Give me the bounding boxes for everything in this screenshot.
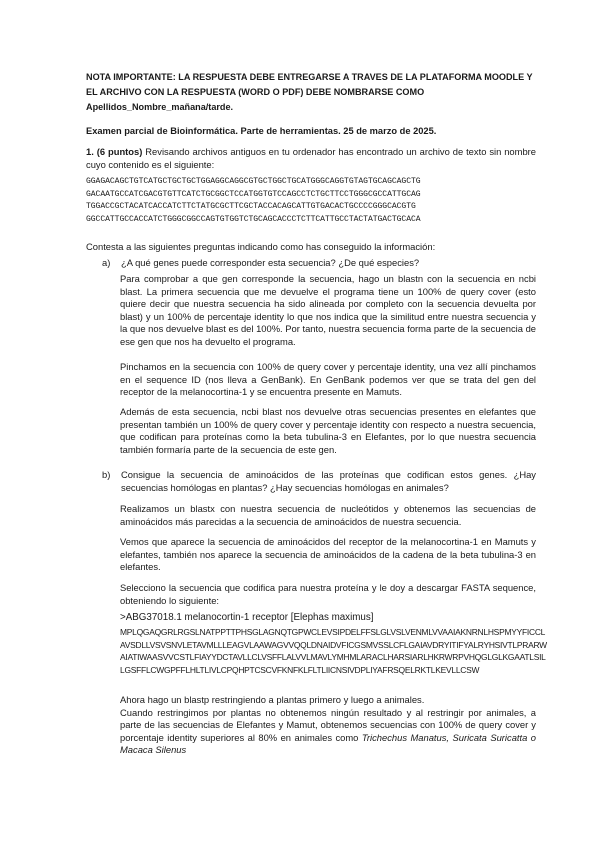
homology-result-text: Cuando restringimos por plantas no obtenemos ningún resultado y al restringir por animales, a parte de las secuencias de Elefantes y Mamut, obtenemos secuencias con 100% de query cover y porcentaje identity superiores al 80% en animales como [120, 706, 536, 743]
question-b-text: Consigue la secuencia de aminoácidos de las proteínas que codifican estos genes. ¿Hay secuencias homólogas en plantas? ¿Hay secuencias homólogas en animales? [121, 469, 536, 493]
dna-line: GGCCATTGCCACCATCTGGGCGGCCAGTGTGGTCTGCAGCACCCTCTTCATTGCCTACTATGACTGCACA [86, 214, 421, 224]
important-notice: NOTA IMPORTANTE: LA RESPUESTA DEBE ENTREGARSE A TRAVES DE LA PLATAFORMA MOODLE Y EL ARCHIVO CON LA RESPUESTA (WORD O PDF) DEBE NOMBRARSE COMO Apellidos_Nombre_mañana/tarde. [86, 72, 533, 112]
answer-b-conclusion [120, 694, 536, 757]
answer-b-paragraph: Selecciono la secuencia que codifica para nuestra proteína y le doy a descargar FASTA sequence, obteniendo lo siguiente: [120, 582, 536, 606]
question-a [86, 257, 546, 270]
instructions: Contesta a las siguientes preguntas indicando como has conseguido la información: [86, 241, 436, 252]
answer-a-paragraph: Para comprobar a que gen corresponde la secuencia, hago un blastn con la secuencia en ncbi blast. La primera secuencia que me devuelve el programa tiene un 100% de query cover (esto quiere decir que nuestra secuencia ha sido alineada por completo con la secuencia devuelta por blast) y un 100% de percentaje identity lo que nos indica que la similitud entre nuestra secuencia y la que nos devuelve blast es del 100%. Por tanto, nuestra secuencia forma parte de la secuencia de ese gen que nos ha devuelto el programa. [120, 273, 536, 347]
question-1-text: Revisando archivos antiguos en tu ordenador has encontrado un archivo de texto sin nombre cuyo contenido es el siguiente: [86, 146, 537, 170]
question-b-label: b) [102, 469, 111, 480]
question-1-points: (6 puntos) [96, 146, 143, 157]
fasta-sequence: MPLQGAQGRLRGSLNATPPTTPHSGLAGNQTGPWCLEVSIPDELFFSLGLVSLVENMLVVAAIAKNRNLHSPMYYFICCLAVSDLLVSVSNVLETAVMLLLEAGVLAAWAGVVQQLDNAIDVFICGSMVSSLCFLGAIAVDRYITIFYALRYHSIVTLPRARWAIATIWAASVVCSTLFIAYYDCTAVLLCLVSFFLALVVLMAVLYMHMLARACLHARSIARLHKRWRPVHQGLGLKGAATLSILLGSFFLCWGPFFLHLTLIVLCPQHPTCSCVFKNFKLFLTLIICNSIVDPLIYAFRSQELRKTLKEVLLCSW [120, 627, 547, 675]
homology-result [120, 707, 536, 757]
question-1-number: 1. [86, 146, 94, 157]
dna-sequence [86, 176, 536, 226]
answer-b-paragraph: Realizamos un blastx con nuestra secuencia de nucleótidos y obtenemos las secuencias de aminoácidos más parecidas a la secuencia de aminoácidos de nuestra secuencia. [120, 503, 536, 527]
dna-line: GACAATGCCATCGACGTGTTCATCTGCGGCTCCATGGTGTCCAGCCTCTGCTTCCTGGGCGCCATTGCAG [86, 189, 421, 199]
answer-a-paragraph: Además de esta secuencia, ncbi blast nos devuelve otras secuencias presentes en elefantes que presentan también un 100% de query cover y percentaje identity con respecto a nuestra secuencia, que codifican para proteínas como la beta tubulina-3 en Elefantes, por lo que nuestra secuencia también formaría parte de la secuencia de este gen. [120, 406, 536, 455]
species-list: Trichechus Manatus, Suricata Suricatta o Macaca Silenus [120, 731, 537, 756]
dna-line: GGAGACAGCTGTCATGCTGCTGCTGGAGGCAGGCGTGCTGGCTGCATGGGCAGGTGTAGTGCAGCAGCTG [86, 177, 421, 186]
fasta-header: >ABG37018.1 melanocortin-1 receptor [Elephas maximus] [120, 612, 374, 623]
exam-title: Examen parcial de Bioinformática. Parte de herramientas. 25 de marzo de 2025. [86, 126, 437, 136]
question-b [86, 469, 546, 494]
dna-line: TGGACCGCTACATCACCATCTTCTATGCGCTTCGCTACCACAGCATTGTGACACTGCCCCGGGCACGTG [86, 202, 416, 212]
question-a-label: a) [102, 257, 111, 268]
question-1 [86, 146, 536, 171]
blastp-note: Ahora hago un blastp restringiendo a plantas primero y luego a animales. [120, 694, 425, 705]
answer-b-paragraph: Vemos que aparece la secuencia de aminoácidos del receptor de la melanocortina-1 en Mamuts y elefantes, también nos aparece la secuencia de aminoácidos de la cadena de la beta tubulina-3 en elefantes. [120, 536, 536, 573]
answer-a-paragraph: Pinchamos en la secuencia con 100% de query cover y percentaje identity, una vez allí pinchamos en el sequence ID (nos lleva a GenBank). En GenBank podemos ver que se trata del gen del receptor de la melanocortina-1 y se encuentra presente en Mamuts. [120, 361, 536, 398]
question-a-text: ¿A qué genes puede corresponder esta secuencia? ¿De qué especies? [121, 257, 420, 268]
